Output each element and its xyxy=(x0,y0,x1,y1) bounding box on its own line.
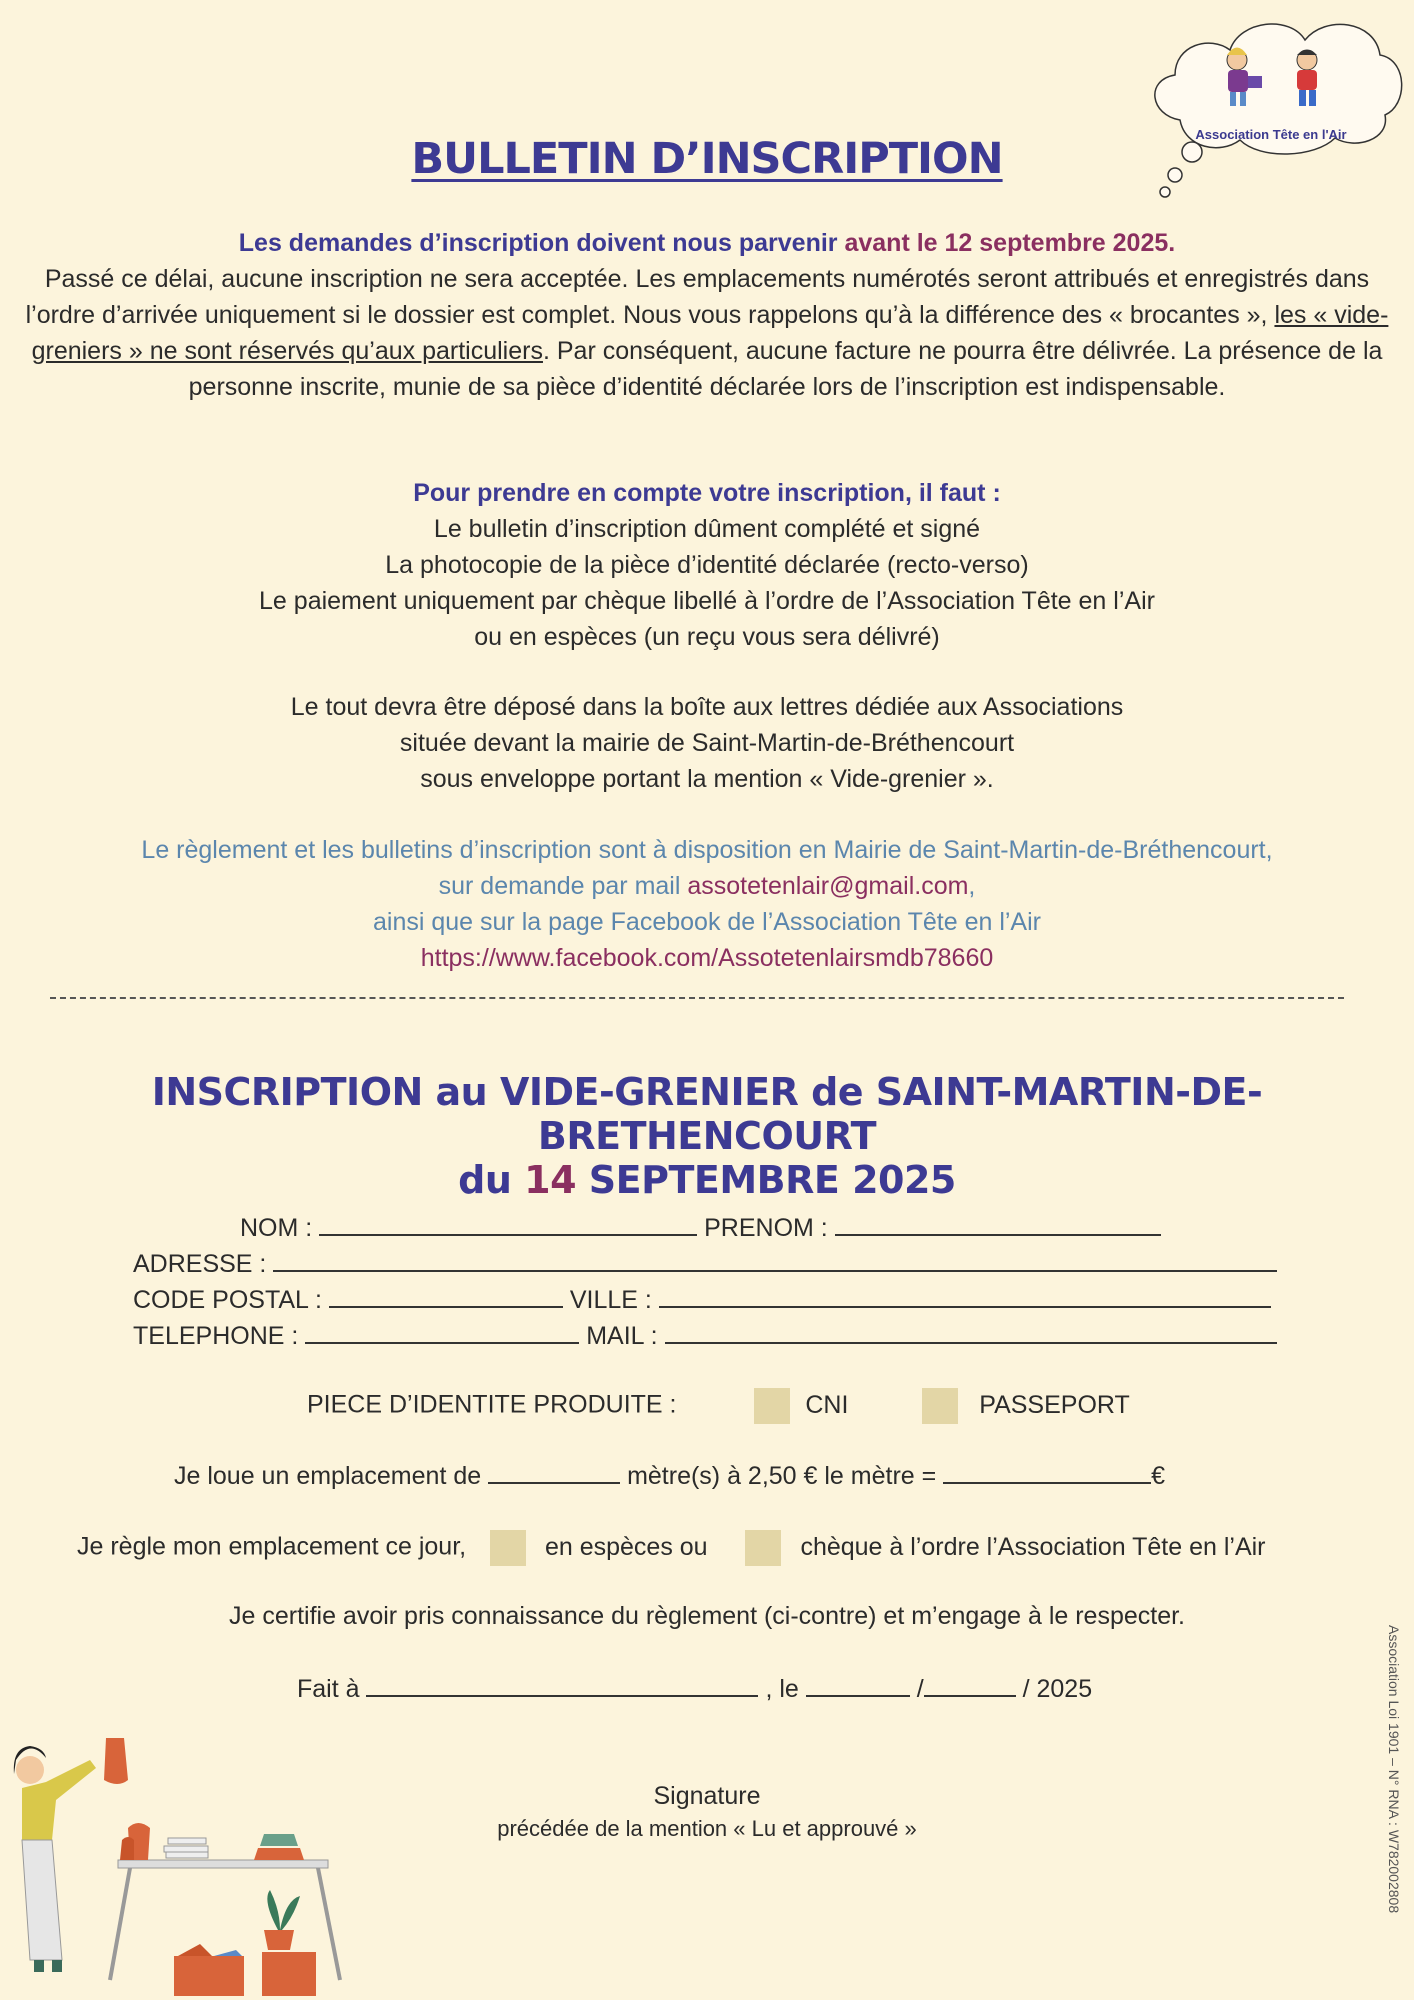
code-postal-label: CODE POSTAL : xyxy=(133,1286,322,1314)
requirement-item: La photocopie de la pièce d’identité déclarée (recto-verso) xyxy=(385,551,1029,579)
event-day: 14 xyxy=(524,1158,577,1202)
ville-label: VILLE : xyxy=(569,1286,652,1314)
intro-text-1: Passé ce délai, aucune inscription ne sera acceptée. Les emplacements numérotés seront attribués et enregistrés dans l’ordre d’arrivée uniquement si le dossier est complet. Nous vous rappelons qu’à la différence des « brocantes », xyxy=(25,265,1370,329)
deadline-date: avant le 12 septembre 2025. xyxy=(844,229,1176,257)
cheque-checkbox[interactable] xyxy=(745,1530,781,1566)
requirement-item: Le bulletin d’inscription dûment complété et signé xyxy=(433,515,981,543)
email-link[interactable]: assotetenlair@gmail.com xyxy=(687,872,969,900)
deposit-section xyxy=(20,689,1394,797)
info-section xyxy=(20,832,1394,976)
side-note: Association Loi 1901 – N° RNA : W782002808 xyxy=(1386,1625,1402,1914)
nom-field[interactable] xyxy=(319,1212,697,1236)
passeport-label: PASSEPORT xyxy=(979,1390,1130,1419)
facebook-link[interactable]: https://www.facebook.com/Assotetenlairsmdb78660 xyxy=(420,944,994,972)
code-ville-row xyxy=(133,1284,1271,1315)
month-field[interactable] xyxy=(924,1673,1016,1697)
total-field[interactable] xyxy=(943,1460,1151,1484)
intro-paragraph xyxy=(20,225,1394,405)
deposit-line: sous enveloppe portant la mention « Vide-grenier ». xyxy=(420,765,994,793)
fait-a-field[interactable] xyxy=(366,1673,758,1697)
telephone-mail-row xyxy=(133,1320,1277,1351)
especes-label: en espèces ou xyxy=(544,1532,708,1561)
code-postal-field[interactable] xyxy=(329,1284,563,1308)
cheque-label: chèque à l’ordre l’Association Tête en l’Air xyxy=(800,1532,1266,1561)
info-line-2: sur demande par mail assotetenlair@gmail.com, xyxy=(438,872,976,900)
requirements-section xyxy=(20,475,1394,655)
requirements-heading: Pour prendre en compte votre inscription, il faut : xyxy=(413,479,1001,507)
prenom-field[interactable] xyxy=(835,1212,1161,1236)
telephone-field[interactable] xyxy=(305,1320,579,1344)
especes-checkbox[interactable] xyxy=(490,1530,526,1566)
certification-text: Je certifie avoir pris connaissance du règlement (ci-contre) et m’engage à le respecter. xyxy=(228,1602,1186,1630)
requirement-item: Le paiement uniquement par chèque libellé à l’ordre de l’Association Tête en l’Air xyxy=(259,587,1155,615)
intro-text-2: . Par conséquent, aucune facture ne pourra être délivrée. La présence de la personne inscrite, munie de sa pièce d’identité déclarée lors de l’inscription est indispensable. xyxy=(188,337,1383,401)
intro-underlined: les « vide-greniers » ne sont réservés qu’aux particuliers xyxy=(31,301,1389,365)
prenom-label: PRENOM : xyxy=(704,1214,828,1242)
telephone-label: TELEPHONE : xyxy=(133,1322,299,1350)
nom-label: NOM : xyxy=(240,1214,313,1242)
deadline-lead: Les demandes d’inscription doivent nous parvenir xyxy=(238,229,838,257)
requirement-item: ou en espèces (un reçu vous sera délivré) xyxy=(474,623,940,651)
event-heading: INSCRIPTION au VIDE-GRENIER de SAINT-MARTIN-DE-BRETHENCOURT du 14 SEPTEMBRE 2025 xyxy=(151,1070,1263,1202)
info-line-1: Le règlement et les bulletins d’inscription sont à disposition en Mairie de Saint-Martin-de-Bréthencourt, xyxy=(141,836,1273,864)
passeport-checkbox[interactable] xyxy=(922,1388,958,1424)
cut-line-divider xyxy=(50,997,1344,999)
adresse-row xyxy=(133,1248,1277,1279)
page-title: BULLETIN D’INSCRIPTION xyxy=(411,134,1003,184)
adresse-field[interactable] xyxy=(273,1248,1277,1272)
info-line-3: ainsi que sur la page Facebook de l’Association Tête en l’Air xyxy=(373,908,1041,936)
cni-label: CNI xyxy=(805,1390,849,1419)
adresse-label: ADRESSE : xyxy=(133,1250,267,1278)
signature-label: Signature xyxy=(653,1782,761,1810)
metres-field[interactable] xyxy=(488,1460,620,1484)
piece-identite-row xyxy=(307,1388,1130,1424)
deposit-line: Le tout devra être déposé dans la boîte aux lettres dédiée aux Associations xyxy=(290,693,1124,721)
fait-row: Fait à , le / / 2025 xyxy=(297,1675,1093,1703)
paiement-row: Je règle mon emplacement ce jour, en espèces ou chèque à l’ordre l’Association Tête en l’Air xyxy=(77,1530,1266,1566)
deposit-line: située devant la mairie de Saint-Martin-de-Bréthencourt xyxy=(399,729,1015,757)
ville-field[interactable] xyxy=(659,1284,1271,1308)
nom-prenom-row xyxy=(240,1212,1161,1243)
day-field[interactable] xyxy=(806,1673,910,1697)
piece-label: PIECE D’IDENTITE PRODUITE : xyxy=(307,1390,677,1419)
signature-note: précédée de la mention « Lu et approuvé » xyxy=(497,1816,917,1841)
mail-field[interactable] xyxy=(665,1320,1277,1344)
logo-text: Association Tête en l'Air xyxy=(1195,127,1347,142)
cni-checkbox[interactable] xyxy=(754,1388,790,1424)
vide-grenier-illustration xyxy=(0,1720,360,2000)
emplacement-row: Je loue un emplacement de mètre(s) à 2,50 € le mètre = € xyxy=(174,1462,1166,1490)
mail-label: MAIL : xyxy=(586,1322,658,1350)
